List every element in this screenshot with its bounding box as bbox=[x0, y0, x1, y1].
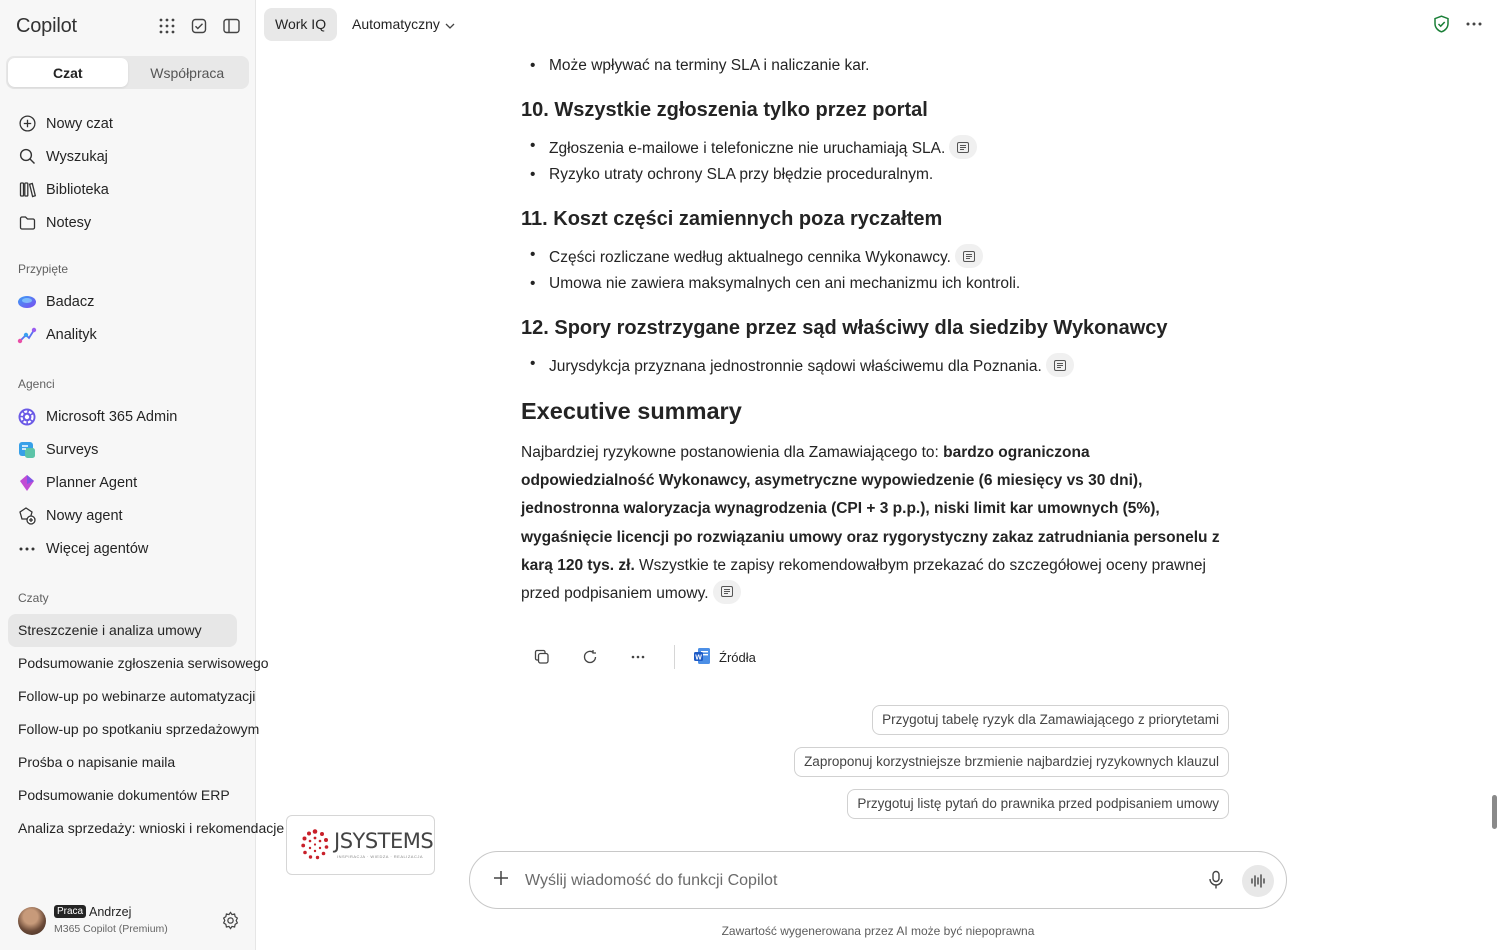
main-area bbox=[256, 0, 1500, 950]
list-item: • Ryzyko utraty ochrony SLA przy błędzie proceduralnym. bbox=[549, 166, 933, 184]
m365-admin-icon bbox=[17, 407, 37, 427]
nav-label: Nowy agent bbox=[46, 507, 123, 524]
sidebar-collapse-icon[interactable] bbox=[222, 17, 240, 35]
chat-item[interactable]: Podsumowanie zgłoszenia serwisowego bbox=[18, 655, 269, 671]
search-button[interactable] bbox=[8, 140, 248, 173]
nav-label: Więcej agentów bbox=[46, 540, 149, 557]
pinned-item-researcher[interactable] bbox=[8, 285, 248, 318]
search-icon bbox=[17, 147, 37, 167]
message-composer bbox=[469, 851, 1287, 909]
mode-label: Automatyczny bbox=[352, 16, 440, 32]
planner-icon bbox=[17, 473, 37, 493]
logo-mark bbox=[301, 829, 329, 861]
nav-label: Planner Agent bbox=[46, 474, 138, 491]
notebooks-button[interactable] bbox=[8, 206, 248, 239]
list-item-text: Zgłoszenia e-mailowe i telefoniczne nie uruchamiają SLA. bbox=[549, 140, 946, 158]
researcher-icon bbox=[17, 292, 37, 312]
summary-paragraph bbox=[521, 439, 1221, 608]
plus-circle-icon bbox=[17, 114, 37, 134]
list-item bbox=[549, 355, 1074, 379]
new-agent-icon bbox=[17, 506, 37, 526]
list-item: • Umowa nie zawiera maksymalnych cen ani mechanizmu ich kontroli. bbox=[549, 275, 1020, 293]
citation-icon[interactable] bbox=[713, 580, 741, 604]
scrollbar-thumb[interactable] bbox=[1492, 795, 1497, 829]
apps-grid-icon[interactable] bbox=[158, 17, 176, 35]
copy-icon[interactable] bbox=[528, 643, 556, 671]
pinned-section-label: Przypięte bbox=[18, 262, 69, 276]
tab-collaboration[interactable]: Współpraca bbox=[150, 64, 225, 81]
section-heading: 10. Wszystkie zgłoszenia tylko przez portal bbox=[521, 99, 928, 121]
list-item: • Może wpływać na terminy SLA i naliczanie kar. bbox=[549, 57, 869, 75]
nav-label: Badacz bbox=[46, 293, 95, 310]
section-heading: 12. Spory rozstrzygane przez sąd właściwy dla siedziby Wykonawcy bbox=[521, 317, 1168, 339]
sources-button[interactable] bbox=[693, 647, 756, 668]
nav-label: Notesy bbox=[46, 214, 92, 231]
microphone-icon[interactable] bbox=[1208, 870, 1224, 895]
analyst-icon bbox=[17, 325, 37, 345]
surveys-icon bbox=[17, 440, 37, 460]
nav-label: Surveys bbox=[46, 441, 99, 458]
chat-mode-toggle bbox=[6, 56, 249, 89]
tasks-icon[interactable] bbox=[190, 17, 208, 35]
message-input[interactable] bbox=[525, 866, 1175, 896]
suggestion-chip[interactable]: Zaproponuj korzystniejsze brzmienie najbardziej ryzykownych klauzul bbox=[794, 747, 1229, 777]
nav-label: Analityk bbox=[46, 326, 97, 343]
pinned-item-analyst[interactable] bbox=[8, 318, 248, 351]
settings-gear-icon[interactable] bbox=[221, 911, 240, 935]
summary-intro: Najbardziej ryzykowne postanowienia dla Zamawiającego to: bbox=[521, 444, 944, 461]
summary-heading: Executive summary bbox=[521, 398, 742, 424]
list-item bbox=[549, 137, 977, 161]
ai-disclaimer: Zawartość wygenerowana przez AI może być niepoprawna bbox=[721, 924, 1035, 938]
nav-label: Microsoft 365 Admin bbox=[46, 408, 178, 425]
folder-icon bbox=[17, 213, 37, 233]
agent-more[interactable] bbox=[8, 532, 248, 565]
chat-item[interactable]: Follow-up po webinarze automatyzacji bbox=[18, 688, 256, 704]
work-badge: Praca bbox=[54, 905, 86, 918]
sources-label: Źródła bbox=[719, 649, 756, 665]
agent-m365-admin[interactable] bbox=[8, 400, 248, 433]
user-plan: M365 Copilot (Premium) bbox=[54, 923, 168, 935]
chat-item[interactable]: Prośba o napisanie maila bbox=[18, 754, 176, 770]
response-actions bbox=[528, 643, 756, 671]
chevron-down-icon bbox=[445, 16, 455, 32]
mode-dropdown[interactable] bbox=[352, 16, 455, 32]
jsystems-logo bbox=[286, 815, 435, 875]
nav-label: Nowy czat bbox=[46, 115, 113, 132]
shield-check-icon[interactable] bbox=[1433, 15, 1450, 38]
agents-list bbox=[8, 400, 248, 565]
more-options-icon[interactable] bbox=[1466, 13, 1482, 31]
voice-mode-icon[interactable] bbox=[1242, 865, 1274, 897]
list-item-text: Części rozliczane według aktualnego cennika Wykonawcy. bbox=[549, 249, 951, 267]
list-item-text: Jurysdykcja przyznana jednostronnie sądowi właściwemu dla Poznania. bbox=[549, 358, 1042, 376]
word-doc-icon bbox=[693, 647, 711, 668]
user-name: Andrzej bbox=[89, 905, 132, 919]
main-nav bbox=[8, 107, 248, 239]
nav-label: Wyszukaj bbox=[46, 148, 108, 165]
summary-bold: bardzo ograniczona odpowiedzialność Wykonawcy, asymetryczne wypowiedzenie (6 miesięcy vs 30 dni), jednostronna waloryzacja wynagrodzenia (CPI + 3 p.p.), niski limit kar umownych (5%), wygaśnięcie licencji po rozwiązaniu umowy oraz rygorystyczny zakaz zatrudniania personelu z karą 120 tys. zł. bbox=[521, 444, 1220, 574]
avatar[interactable] bbox=[18, 907, 46, 935]
more-actions-icon[interactable] bbox=[624, 643, 652, 671]
logo-wordmark: JSYSTEMS bbox=[334, 829, 434, 853]
agent-new[interactable] bbox=[8, 499, 248, 532]
agents-section-label: Agenci bbox=[18, 377, 55, 391]
pinned-list bbox=[8, 285, 248, 351]
logo-tagline: INSPIRACJA · WIEDZA · REALIZACJA bbox=[337, 854, 424, 859]
app-title: Copilot bbox=[16, 15, 77, 37]
agent-planner[interactable] bbox=[8, 466, 248, 499]
chat-item-active[interactable]: Streszczenie i analiza umowy bbox=[8, 614, 237, 647]
new-chat-button[interactable] bbox=[8, 107, 248, 140]
more-icon bbox=[17, 539, 37, 559]
suggestion-chip[interactable]: Przygotuj listę pytań do prawnika przed podpisaniem umowy bbox=[847, 789, 1229, 819]
regenerate-icon[interactable] bbox=[576, 643, 604, 671]
library-button[interactable] bbox=[8, 173, 248, 206]
summary-rest: Wszystkie te zapisy rekomendowałbym przekazać do szczegółowej oceny prawnej przed podpisaniem umowy. bbox=[521, 556, 1206, 603]
list-item bbox=[549, 246, 983, 270]
user-profile[interactable] bbox=[18, 905, 248, 937]
agent-surveys[interactable] bbox=[8, 433, 248, 466]
library-icon bbox=[17, 180, 37, 200]
sidebar bbox=[0, 0, 285, 950]
suggestion-chip[interactable]: Przygotuj tabelę ryzyk dla Zamawiającego z priorytetami bbox=[872, 705, 1229, 735]
chats-section-label: Czaty bbox=[18, 591, 49, 605]
nav-label: Biblioteka bbox=[46, 181, 109, 198]
citation-icon[interactable] bbox=[955, 244, 983, 268]
citation-icon[interactable] bbox=[1046, 353, 1074, 377]
work-iq-button[interactable]: Work IQ bbox=[264, 8, 337, 41]
section-heading: 11. Koszt części zamiennych poza ryczałtem bbox=[521, 208, 943, 230]
tab-chat[interactable]: Czat bbox=[8, 58, 128, 87]
divider bbox=[674, 645, 675, 669]
chat-item[interactable]: Analiza sprzedaży: wnioski i rekomendacje bbox=[18, 820, 285, 836]
svg-text:W: W bbox=[695, 654, 702, 661]
citation-icon[interactable] bbox=[949, 135, 977, 159]
add-attachment-icon[interactable] bbox=[491, 868, 511, 893]
chat-history-list bbox=[8, 614, 285, 845]
chat-item[interactable]: Podsumowanie dokumentów ERP bbox=[18, 787, 230, 803]
chat-item[interactable]: Follow-up po spotkaniu sprzedażowym bbox=[18, 721, 260, 737]
